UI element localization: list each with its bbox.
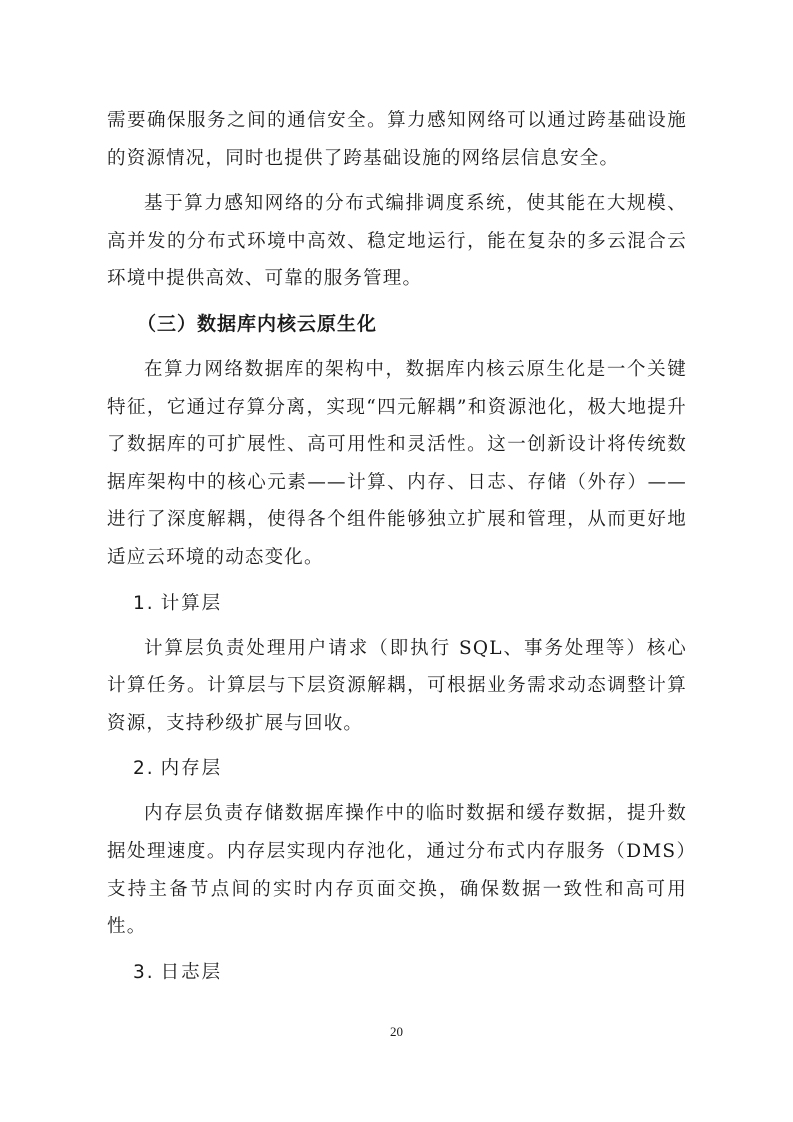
paragraph-cloud-native-kernel: 在算力网络数据库的架构中，数据库内核云原生化是一个关键特征，它通过存算分离，实现“四元解耦”和资源池化，极大地提升了数据库的可扩展性、高可用性和灵活性。这一创新设计将传统数据库架构中的核心元素——计算、内存、日志、存储（外存）——进行了深度解耦，使得各个组件能够独立扩展和管理，从而更好地适应云环境的动态变化。 [107,358,687,568]
paragraph-orchestration-system: 基于算力感知网络的分布式编排调度系统，使其能在大规模、高并发的分布式环境中高效、稳定地运行，能在复杂的多云混合云环境中提供高效、可靠的服务管理。 [107,193,687,290]
subheading-title: 日志层 [160,961,223,983]
section-heading: （三）数据库内核云原生化 [137,312,378,335]
subheading-title: 计算层 [160,592,223,614]
subheading-number: 2. [133,758,155,780]
subheading-log-layer [133,954,687,991]
paragraph-communication-security: 需要确保服务之间的通信安全。算力感知网络可以通过跨基础设施的资源情况，同时也提供了跨基础设施的网络层信息安全。 [107,110,687,169]
subheading-compute-layer [133,585,687,622]
page-number: 20 [390,1024,403,1039]
subheading-number: 1. [133,592,155,614]
subheading-memory-layer [133,750,687,787]
paragraph-memory-layer: 内存层负责存储数据库操作中的临时数据和缓存数据，提升数据处理速度。内存层实现内存池化，通过分布式内存服务（DMS）支持主备节点间的实时内存页面交换，确保数据一致性和高可用性。 [107,803,687,938]
page-content [107,102,687,999]
subheading-title: 内存层 [160,758,223,780]
paragraph-compute-layer: 计算层负责处理用户请求（即执行 SQL、事务处理等）核心计算任务。计算层与下层资源解耦，可根据业务需求动态调整计算资源，支持秒级扩展与回收。 [107,637,687,734]
subheading-number: 3. [133,961,155,983]
